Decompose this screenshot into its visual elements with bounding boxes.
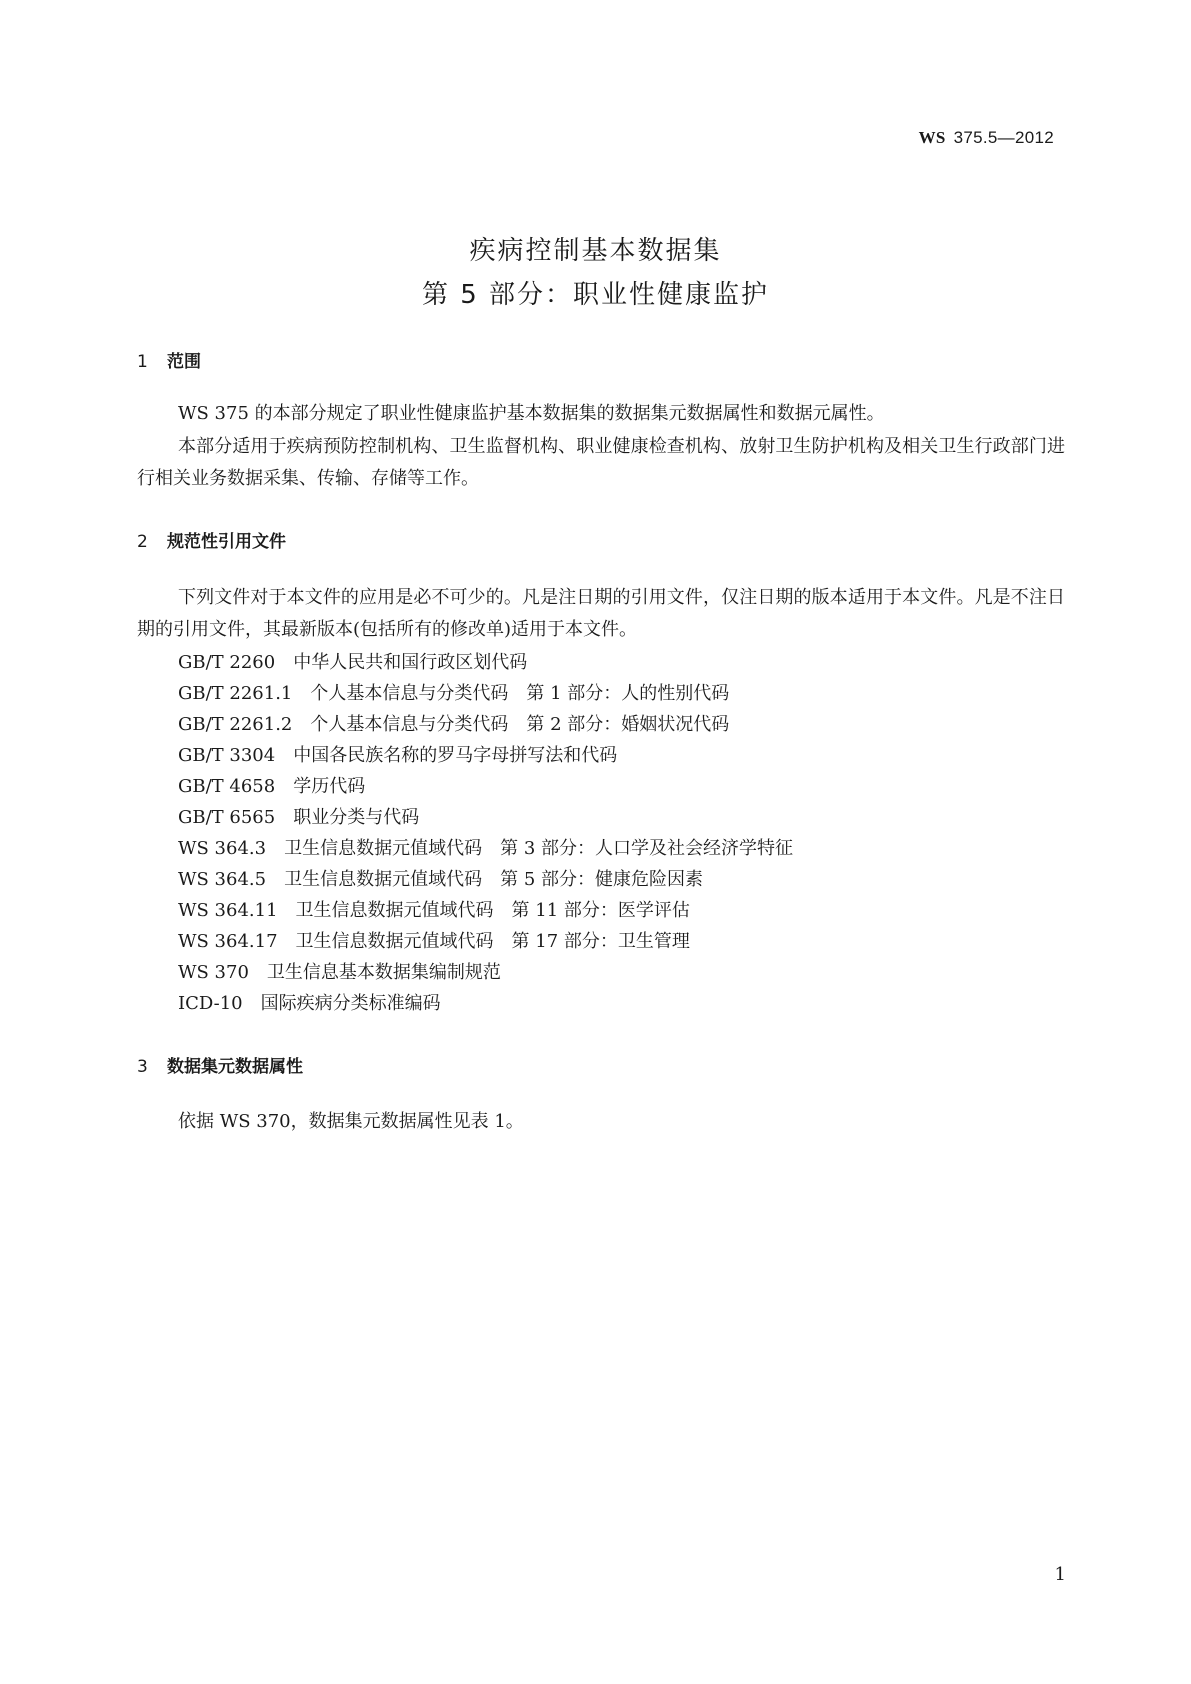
standard-code: 375.5—2012: [953, 128, 1054, 147]
reference-title: 个人基本信息与分类代码 第 2 部分：婚姻状况代码: [310, 714, 730, 735]
reference-title: 卫生信息数据元值域代码 第 3 部分：人口学及社会经济学特征: [284, 838, 793, 859]
reference-title: 个人基本信息与分类代码 第 1 部分：人的性别代码: [310, 683, 730, 704]
reference-code: WS 370: [178, 962, 249, 983]
reference-item: [178, 648, 527, 674]
document-title: 疾病控制基本数据集: [469, 236, 722, 266]
reference-item: [178, 896, 690, 922]
reference-title: 卫生信息数据元值域代码 第 5 部分：健康危险因素: [284, 869, 703, 890]
section-1-paragraph-2: 本部分适用于疾病预防控制机构、卫生监督机构、职业健康检查机构、放射卫生防护机构及相关卫生行政部门进行相关业务数据采集、传输、存储等工作。: [137, 436, 1065, 489]
reference-item: [178, 958, 501, 984]
reference-code: GB/T 2261.1: [178, 683, 293, 704]
reference-title: 中国各民族名称的罗马字母拼写法和代码: [293, 745, 618, 766]
page-number: 1: [1054, 1564, 1066, 1585]
section-title: 数据集元数据属性: [167, 1057, 303, 1077]
reference-code: GB/T 4658: [178, 776, 276, 797]
standard-number: [919, 128, 1054, 148]
reference-title: 卫生信息数据元值域代码 第 11 部分：医学评估: [295, 900, 690, 921]
reference-item: [178, 989, 441, 1015]
reference-item: [178, 865, 703, 891]
section-number: 2: [137, 532, 148, 552]
reference-code: GB/T 2261.2: [178, 714, 293, 735]
reference-code: GB/T 3304: [178, 745, 276, 766]
reference-item: [178, 679, 729, 705]
reference-title: 中华人民共和国行政区划代码: [293, 652, 528, 673]
reference-item: [178, 741, 617, 767]
section-2-heading: [137, 527, 286, 552]
reference-code: GB/T 6565: [178, 807, 276, 828]
reference-code: WS 364.17: [178, 931, 278, 952]
reference-item: [178, 803, 419, 829]
section-number: 1: [137, 352, 148, 372]
reference-title: 国际疾病分类标准编码: [260, 993, 441, 1014]
reference-code: WS 364.3: [178, 838, 267, 859]
reference-item: [178, 834, 793, 860]
section-title: 规范性引用文件: [167, 532, 286, 552]
standard-org: WS: [918, 128, 946, 147]
reference-title: 学历代码: [293, 776, 366, 797]
reference-item: [178, 710, 729, 736]
section-2-intro: 下列文件对于本文件的应用是必不可少的。凡是注日期的引用文件，仅注日期的版本适用于本文件。凡是不注日期的引用文件，其最新版本(包括所有的修改单)适用于本文件。: [137, 587, 1065, 640]
section-3-heading: [137, 1052, 303, 1077]
reference-item: [178, 772, 365, 798]
section-title: 范围: [167, 352, 201, 372]
section-number: 3: [137, 1057, 148, 1077]
reference-title: 职业分类与代码: [293, 807, 420, 828]
reference-code: WS 364.5: [178, 869, 267, 890]
section-1-paragraph-1: WS 375 的本部分规定了职业性健康监护基本数据集的数据集元数据属性和数据元属性。: [178, 403, 885, 424]
reference-title: 卫生信息数据元值域代码 第 17 部分：卫生管理: [295, 931, 690, 952]
reference-item: [178, 927, 690, 953]
section-3-paragraph: 依据 WS 370，数据集元数据属性见表 1。: [178, 1111, 524, 1132]
reference-title: 卫生信息基本数据集编制规范: [266, 962, 501, 983]
reference-code: ICD-10: [178, 993, 243, 1014]
section-1-heading: [137, 347, 201, 372]
document-subtitle: 第 5 部分：职业性健康监护: [421, 280, 770, 310]
reference-code: GB/T 2260: [178, 652, 276, 673]
reference-code: WS 364.11: [178, 900, 278, 921]
